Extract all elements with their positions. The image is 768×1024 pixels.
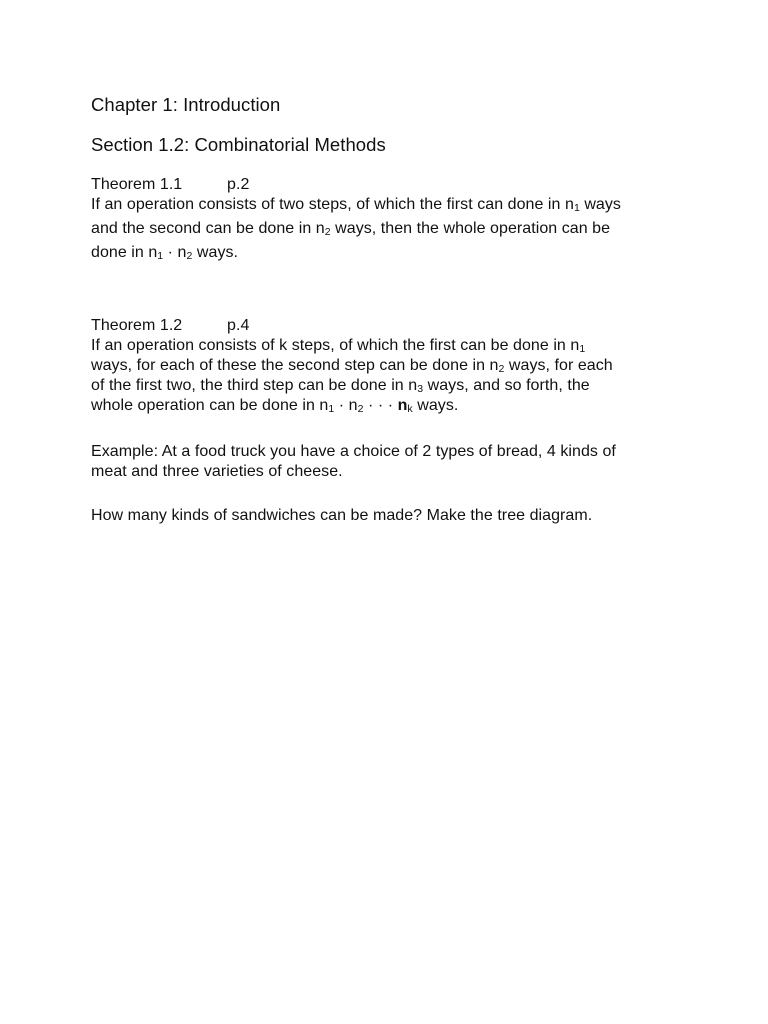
theorem-1-1-line-3: done in $n_1 \cdot n_2$ ways. xyxy=(91,244,239,262)
theorem-1-1-header xyxy=(91,175,621,195)
theorem-1-2-line-4: whole operation can be done in $n_1 \cdot n_2$ · · · $n_k$ ways. xyxy=(91,397,459,415)
theorem-1-2-line-1: If an operation consists of k steps, of which the first can be done in $n_1$ xyxy=(91,337,586,355)
section-title: Section 1.2: Combinatorial Methods xyxy=(91,134,386,155)
example-line-1: Example: At a food truck you have a choice of 2 types of bread, 4 kinds of xyxy=(91,443,616,460)
theorem-1-2-line-3: of the first two, the third step can be done in $n_3$ ways, and so forth, the xyxy=(91,377,590,395)
theorem-1-1-label: Theorem 1.1 xyxy=(91,176,183,193)
example-block xyxy=(91,442,616,482)
theorem-1-1-page: p.2 xyxy=(227,176,250,193)
question-text: How many kinds of sandwiches can be made? Make the tree diagram. xyxy=(91,507,593,524)
theorem-1-1-block xyxy=(91,175,621,263)
theorem-1-2-line-2: ways, for each of these the second step can be done in $n_2$ ways, for each xyxy=(91,357,613,375)
theorem-1-2-label: Theorem 1.2 xyxy=(91,317,183,334)
theorem-1-2-block xyxy=(91,316,613,416)
theorem-1-2-header xyxy=(91,316,613,336)
chapter-title: Chapter 1: Introduction xyxy=(91,94,281,115)
theorem-1-1-line-2: and the second can be done in $n_2$ ways, then the whole operation can be xyxy=(91,220,611,238)
theorem-1-1-line-1: If an operation consists of two steps, of which the first can done in $n_1$ ways xyxy=(91,196,621,214)
example-line-2: meat and three varieties of cheese. xyxy=(91,463,343,480)
theorem-1-2-page: p.4 xyxy=(227,317,250,334)
